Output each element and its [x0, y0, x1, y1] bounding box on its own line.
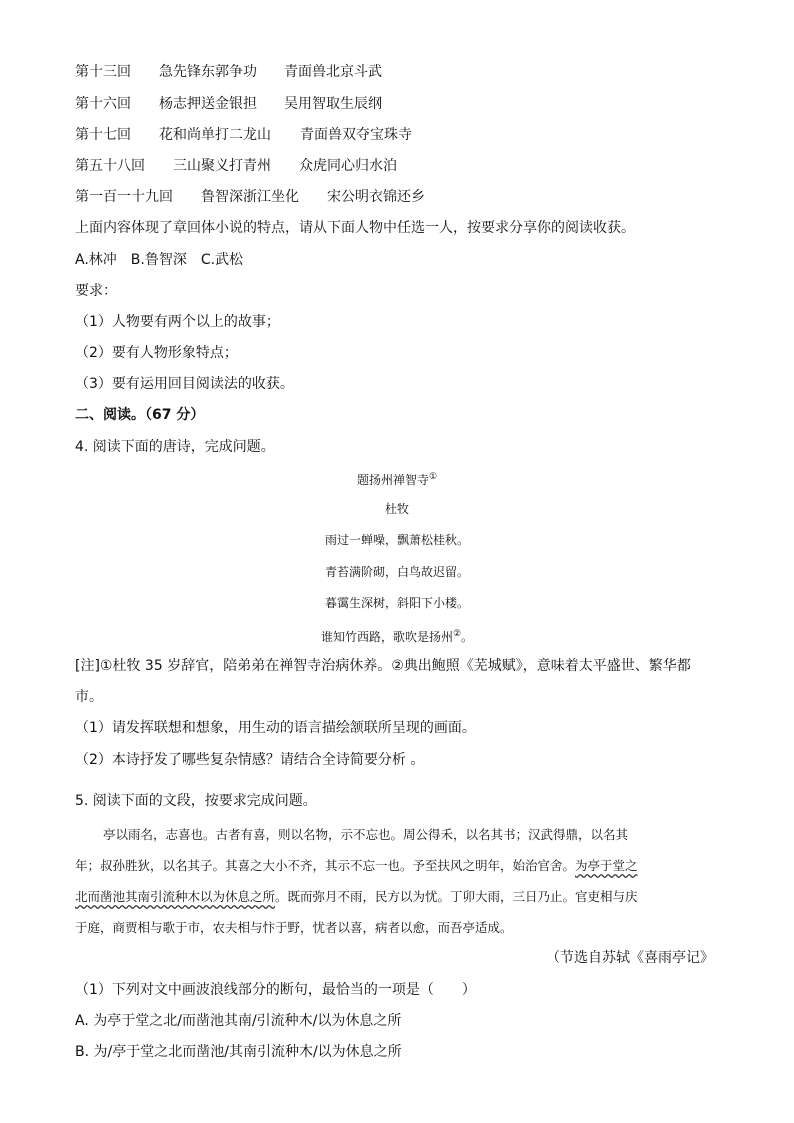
passage-text: 。既而弥月不雨，民方以为忧。丁卯大雨，三日乃止。官吏相与庆: [275, 889, 638, 904]
chapter-number: 第一百一十九回: [75, 189, 173, 205]
option-b: B. 为/亭于堂之北而凿池/其南引流种木/以为休息之所: [75, 1044, 402, 1060]
poem-title-text: 题扬州禅智寺: [356, 473, 429, 487]
chapter-row: [75, 62, 382, 82]
q5-sub1: （1）下列对文中画波浪线部分的断句，最恰当的一项是（ ）: [75, 982, 476, 998]
poem-note: [注]①杜牧 35 岁辞官，陪弟弟在禅智寺治病休养。②典出鲍照《芜城赋》，意味着太平盛世、繁华都: [75, 658, 691, 674]
requirement-item: （3）要有运用回目阅读法的收获。: [75, 376, 294, 392]
footnote-mark: ①: [428, 472, 438, 482]
q3-options: A.林冲 B.鲁智深 C.武松: [75, 252, 244, 268]
poem-author: 杜牧: [384, 502, 409, 516]
passage-text: 年；叔孙胜狄，以名其子。其喜之大小不齐，其示不忘一也。予至扶风之明年，始治官舍。: [75, 858, 576, 873]
requirements-title: 要求：: [75, 283, 117, 299]
chapter-title-b: 宋公明衣锦还乡: [327, 189, 425, 205]
requirement-item: （2）要有人物形象特点；: [75, 345, 238, 361]
chapter-number: 第十六回: [75, 96, 131, 112]
chapter-title-a: 急先锋东郭争功: [159, 64, 257, 80]
chapter-number: 第五十八回: [75, 158, 145, 174]
chapter-title-a: 鲁智深浙江坐化: [201, 189, 299, 205]
passage-text: 亭以雨名，志喜也。古者有喜，则以名物，示不忘也。周公得禾，以名其书；汉武得鼎，以名其: [103, 827, 629, 842]
wavy-underlined-text: 北而凿池其南引流种木以为休息之所: [75, 889, 276, 904]
passage-text: 于庭，商贾相与歌于市，农夫相与忭于野，忧者以喜，病者以愈，而吾亭适成。: [75, 920, 513, 935]
poem-line: 雨过一蝉噪，飘萧松桂秋。: [324, 533, 469, 547]
poem-last-punct: 。: [461, 630, 474, 644]
q4-sub1: （1）请发挥联想和想象，用生动的语言描绘颔联所呈现的画面。: [75, 720, 476, 736]
footnote-mark: ②: [452, 629, 462, 639]
q4-sub2: （2）本诗抒发了哪些复杂情感？请结合全诗简要分析 。: [75, 752, 425, 768]
poem-note-cont: 市。: [75, 689, 103, 705]
option-a: A. 为亭于堂之北/而凿池其南/引流种木/以为休息之所: [75, 1013, 402, 1029]
chapter-title-b: 众虎同心归水泊: [299, 158, 397, 174]
poem-line: 暮霭生深树，斜阳下小楼。: [324, 596, 469, 610]
poem-line: [0, 625, 794, 646]
chapter-title-a: 杨志押送金银担: [159, 96, 257, 112]
q4-prompt: 4. 阅读下面的唐诗，完成问题。: [75, 439, 275, 455]
chapter-number: 第十七回: [75, 127, 131, 143]
classical-line: [75, 887, 715, 907]
classical-line: [75, 918, 715, 938]
chapter-row: [75, 125, 412, 145]
q5-prompt: 5. 阅读下面的文段，按要求完成问题。: [75, 793, 317, 809]
classical-line: [75, 856, 715, 876]
chapter-title-a: 三山聚义打青州: [173, 158, 271, 174]
chapter-row: [75, 187, 425, 207]
wavy-underlined-text: 为亭于堂之: [575, 858, 638, 873]
poem-last-line: 谁知竹西路，歌吹是扬州: [320, 630, 453, 644]
chapter-number: 第十三回: [75, 64, 131, 80]
section-heading: 二、阅读。（67 分）: [75, 407, 205, 423]
chapter-row: [75, 94, 382, 114]
chapter-title-b: 青面兽双夺宝珠寺: [300, 127, 412, 143]
chapter-title-b: 青面兽北京斗武: [284, 64, 382, 80]
poem-line: 青苔满阶砌，白鸟故迟留。: [324, 565, 469, 579]
q3-prompt: 上面内容体现了章回体小说的特点，请从下面人物中任选一人，按要求分享你的阅读收获。: [75, 220, 635, 236]
chapter-title-b: 吴用智取生辰纲: [284, 96, 382, 112]
chapter-row: [75, 156, 397, 176]
chapter-title-a: 花和尚单打二龙山: [159, 127, 271, 143]
classical-line: [75, 825, 715, 845]
passage-source: （节选自苏轼《喜雨亭记》: [546, 950, 714, 966]
poem-title: [0, 468, 794, 489]
requirement-item: （1）人物要有两个以上的故事；: [75, 314, 280, 330]
